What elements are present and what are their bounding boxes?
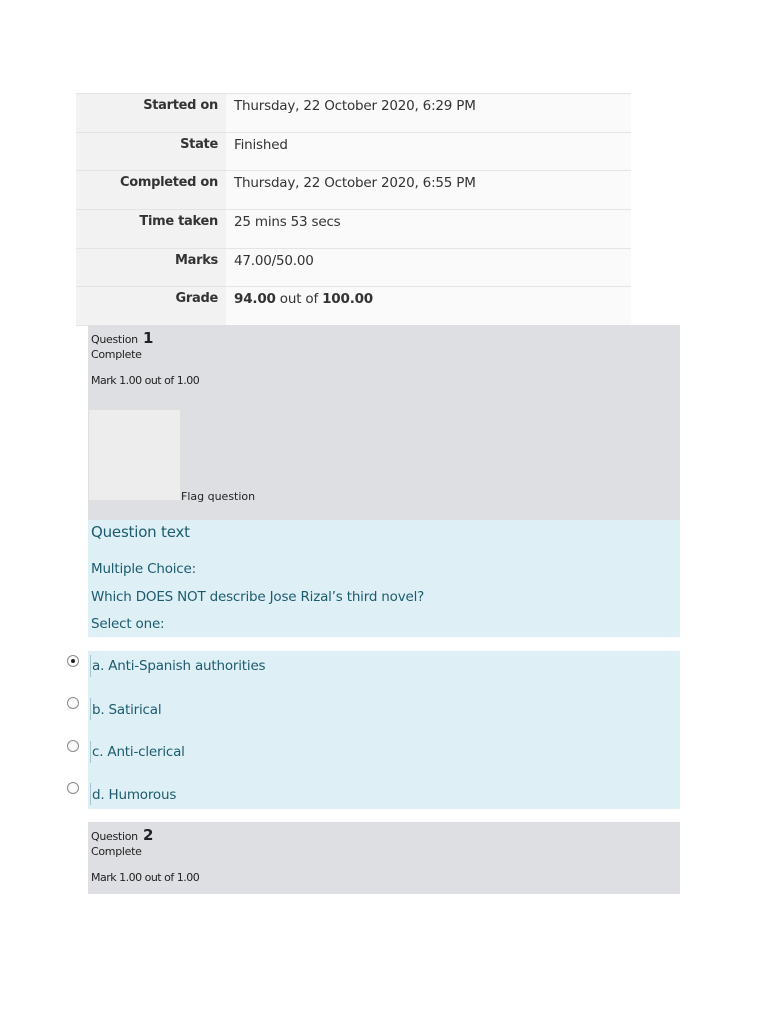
summary-value: Finished [226,133,631,171]
question-prompt: Which DOES NOT describe Jose Rizal’s third novel? [91,589,425,605]
question-mark: Mark 1.00 out of 1.00 [91,374,200,387]
option-c-radio[interactable] [67,740,79,752]
question-1-text [88,520,680,637]
question-type: Multiple Choice: [91,561,196,577]
summary-label: Completed on [76,171,226,209]
flag-question-icon[interactable] [88,409,181,501]
option-d-radio[interactable] [67,782,79,794]
answer-options [88,651,680,809]
question-state: Complete [91,845,142,858]
summary-value: 25 mins 53 secs [226,210,631,248]
flag-question-link[interactable]: Flag question [181,490,256,503]
summary-row-grade [76,287,631,326]
summary-label: Grade [76,287,226,325]
option-b-label[interactable]: b. Satirical [92,702,162,718]
option-divider [90,698,91,720]
question-number-value: 1 [143,329,154,347]
grade-max: 100.00 [322,291,374,308]
option-divider [90,655,91,677]
option-c-label[interactable]: c. Anti-clerical [92,744,185,760]
question-state: Complete [91,348,142,361]
summary-value: 47.00/50.00 [226,249,631,287]
question-number [91,329,680,347]
question-mark: Mark 1.00 out of 1.00 [91,871,200,884]
summary-value: Thursday, 22 October 2020, 6:55 PM [226,171,631,209]
summary-label: State [76,133,226,171]
summary-label: Marks [76,249,226,287]
question-prefix: Question [91,830,138,843]
question-number-value: 2 [143,826,154,844]
summary-label: Started on [76,94,226,132]
option-b-radio[interactable] [67,697,79,709]
question-2-info [88,822,680,894]
question-1-info [88,325,680,520]
summary-row-state [76,133,631,172]
grade-out-of: out of [275,291,323,308]
summary-value [226,287,631,325]
question-prefix: Question [91,333,138,346]
option-divider [90,741,91,763]
summary-row-marks [76,249,631,288]
summary-row-started-on [76,94,631,133]
summary-label: Time taken [76,210,226,248]
option-divider [90,783,91,805]
option-a-radio[interactable] [67,655,79,667]
question-text-heading: Question text [91,523,190,541]
summary-row-time-taken [76,210,631,249]
select-one-label: Select one: [91,616,165,632]
summary-row-completed-on [76,171,631,210]
option-d-label[interactable]: d. Humorous [92,787,177,803]
question-number [91,826,680,844]
attempt-summary-table [76,93,631,326]
grade-score: 94.00 [234,291,276,308]
option-a-label[interactable]: a. Anti-Spanish authorities [92,658,266,674]
summary-value: Thursday, 22 October 2020, 6:29 PM [226,94,631,132]
